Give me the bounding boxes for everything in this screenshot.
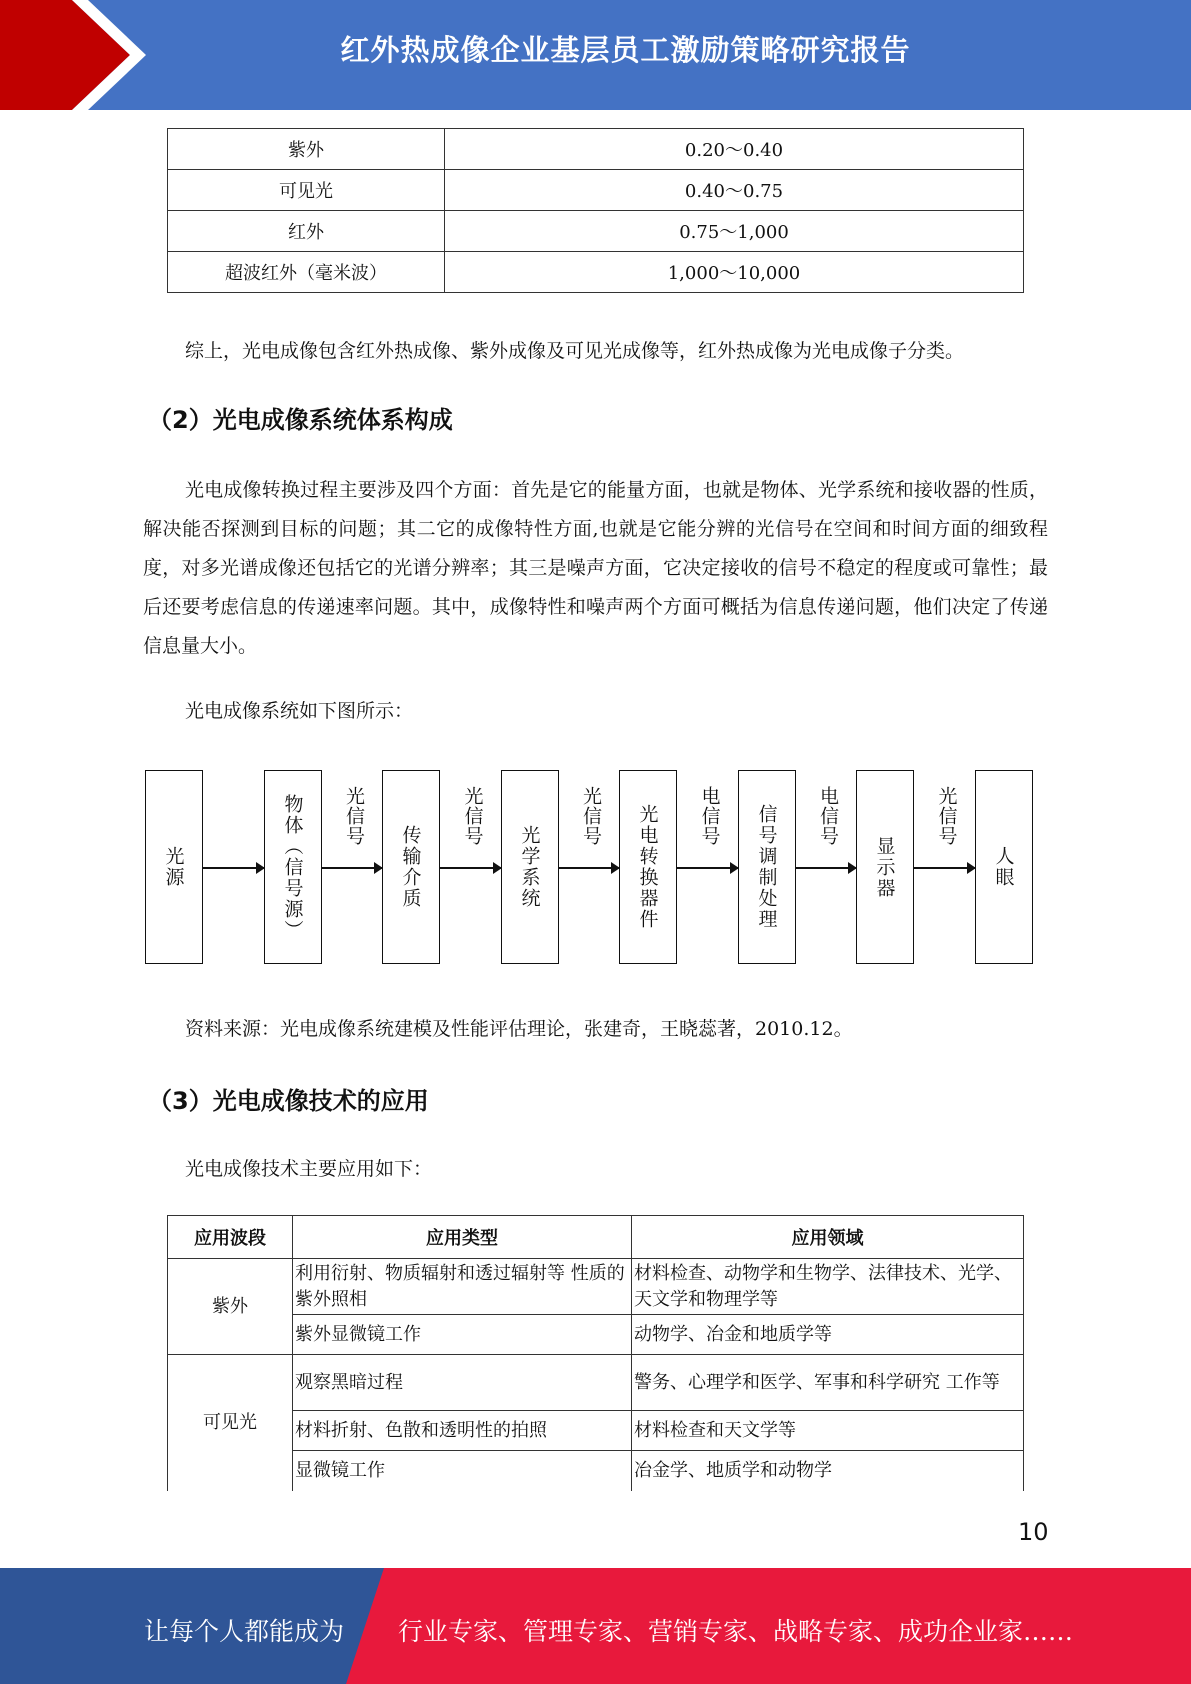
wavelength-table (167, 128, 1024, 293)
band-cell: 红外 (168, 211, 445, 252)
table-row (168, 170, 1024, 211)
header-title: 红外热成像企业基层员工激励策略研究报告 (340, 33, 911, 67)
page-header (0, 0, 1191, 110)
band-cell: 紫外 (168, 1259, 293, 1355)
table-row (168, 1259, 1024, 1315)
table-row (168, 252, 1024, 293)
applications-table (167, 1215, 1024, 1491)
type-cell: 显微镜工作 (293, 1451, 632, 1491)
diagram-box-label: 信号调制处理 (755, 804, 778, 930)
diagram-box (264, 770, 322, 964)
diagram-arrow (203, 867, 264, 869)
diagram-arrow (677, 867, 738, 869)
diagram-box (382, 770, 440, 964)
table-row (168, 1411, 1024, 1451)
diagram-box-label: 显示器 (873, 835, 896, 899)
table-row (168, 1355, 1024, 1411)
diagram-arrow-label: 光信号 (935, 786, 958, 846)
page-footer (0, 1568, 1191, 1684)
imaging-system-diagram (145, 768, 1045, 973)
diagram-arrow (440, 867, 501, 869)
table-row (168, 1315, 1024, 1355)
table-row (168, 211, 1024, 252)
diagram-arrow-label: 光信号 (343, 786, 365, 846)
field-cell: 动物学、冶金和地质学等 (632, 1315, 1024, 1355)
diagram-arrow (322, 867, 382, 869)
diagram-box-label: 光源 (162, 846, 185, 888)
section3-intro: 光电成像技术主要应用如下： (185, 1158, 433, 1180)
diagram-arrow-label: 电信号 (817, 786, 839, 846)
footer-slogan-right: 行业专家、管理专家、营销专家、战略专家、成功企业家…… (398, 1617, 1074, 1646)
diagram-box (501, 770, 559, 964)
type-cell: 观察黑暗过程 (293, 1355, 632, 1411)
diagram-box-label: 物体（信号源） (281, 793, 304, 941)
band-cell: 超波红外（毫米波） (168, 252, 445, 293)
range-cell: 0.75～1,000 (445, 211, 1024, 252)
diagram-box (619, 770, 677, 964)
table-row (168, 129, 1024, 170)
section3-heading: （3）光电成像技术的应用 (148, 1087, 429, 1115)
field-cell: 冶金学、地质学和动物学 (632, 1451, 1024, 1491)
page-number: 10 (1018, 1518, 1049, 1546)
field-cell: 材料检查和天文学等 (632, 1411, 1024, 1451)
band-cell: 紫外 (168, 129, 445, 170)
footer-slogan-left: 让每个人都能成为 (144, 1617, 345, 1646)
diagram-arrow-label: 光信号 (461, 786, 484, 846)
diagram-arrow (796, 867, 856, 869)
diagram-box (145, 770, 203, 964)
diagram-arrow (914, 867, 975, 869)
range-cell: 1,000～10,000 (445, 252, 1024, 293)
type-cell: 材料折射、色散和透明性的拍照 (293, 1411, 632, 1451)
diagram-box-label: 人眼 (992, 846, 1015, 888)
type-cell: 紫外显微镜工作 (293, 1315, 632, 1355)
field-cell: 警务、心理学和医学、军事和科学研究 工作等 (632, 1355, 1024, 1411)
column-header: 应用类型 (293, 1216, 632, 1259)
table-row (168, 1451, 1024, 1491)
section2-paragraph: 光电成像转换过程主要涉及四个方面：首先是它的能量方面，也就是物体、光学系统和接收器的性质，解决能否探测到目标的问题；其二它的成像特性方面,也就是它能分辨的光信号在空间和时间方面的细致程度，对多光谱成像还包括它的光谱分辨率；其三是噪声方面，它决定接收的信号不稳定的程度或可靠性；最后还要考虑信息的传递速率问题。其中，成像特性和噪声两个方面可概括为信息传递问题，他们决定了传递信息量大小。 (143, 479, 1048, 657)
diagram-box (975, 770, 1033, 964)
diagram-arrow-label: 光信号 (580, 786, 602, 846)
diagram-box-label: 光学系统 (518, 825, 541, 909)
diagram-arrow-label: 电信号 (698, 786, 721, 846)
field-cell: 材料检查、动物学和生物学、法律技术、光学、天文学和物理学等 (632, 1259, 1024, 1315)
range-cell: 0.40～0.75 (445, 170, 1024, 211)
diagram-box (738, 770, 796, 964)
diagram-box-label: 光电转换器件 (636, 804, 659, 930)
figure-intro: 光电成像系统如下图所示： (185, 700, 414, 722)
diagram-box-label: 传输介质 (399, 825, 422, 909)
table-header-row (168, 1216, 1024, 1259)
diagram-arrow (559, 867, 619, 869)
column-header: 应用领域 (632, 1216, 1024, 1259)
column-header: 应用波段 (168, 1216, 293, 1259)
figure-source: 资料来源：光电成像系统建模及性能评估理论，张建奇，王晓蕊著，2010.12。 (185, 1018, 853, 1040)
band-cell: 可见光 (168, 170, 445, 211)
summary-paragraph: 综上，光电成像包含红外热成像、紫外成像及可见光成像等，红外热成像为光电成像子分类。 (185, 340, 965, 362)
diagram-box (856, 770, 914, 964)
range-cell: 0.20～0.40 (445, 129, 1024, 170)
band-cell: 可见光 (168, 1355, 293, 1491)
type-cell: 利用衍射、物质辐射和透过辐射等 性质的紫外照相 (293, 1259, 632, 1315)
section2-heading: （2）光电成像系统体系构成 (148, 406, 453, 434)
